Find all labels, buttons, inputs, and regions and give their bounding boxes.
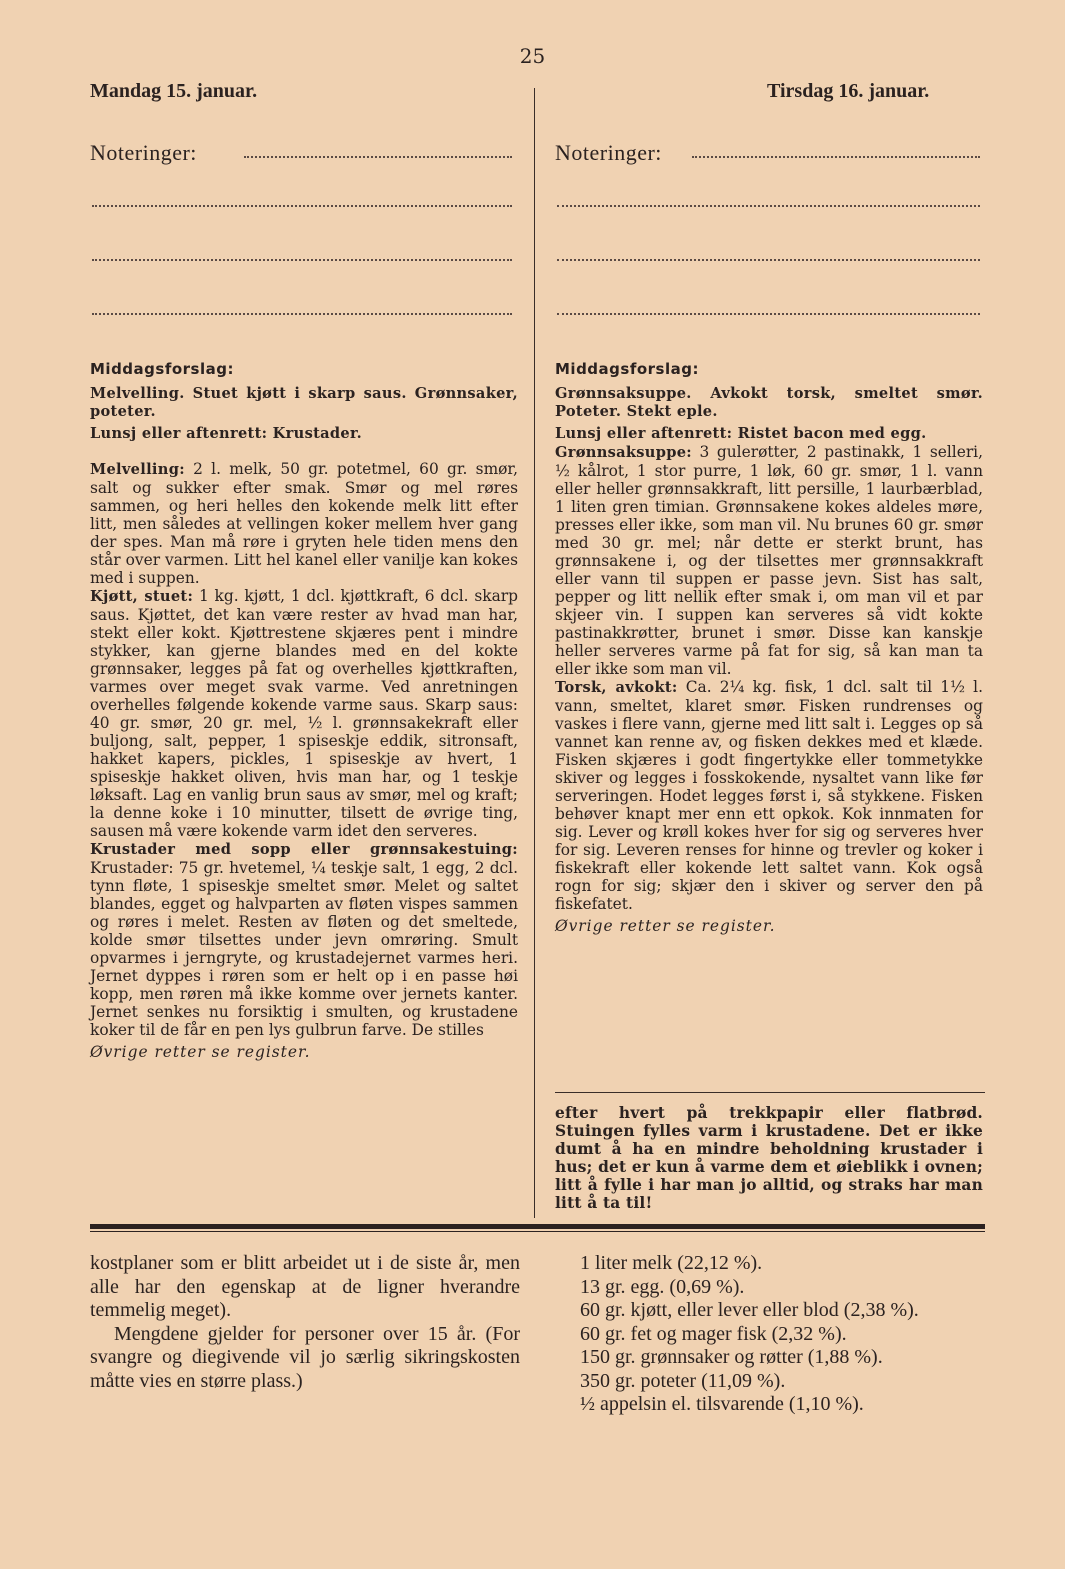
continuation-divider: [555, 1092, 985, 1093]
notes-label-left: Noteringer:: [90, 140, 197, 165]
register-note-right: Øvrige retter se register.: [555, 917, 776, 935]
lunch-suggestion: Lunsj eller aftenrett: Ristet bacon med egg.: [555, 425, 927, 442]
register-note-left: Øvrige retter se register.: [90, 1043, 311, 1061]
recipe-text: 1 kg. kjøtt, 1 dcl. kjøttkraft, 6 dcl. skarp saus. Kjøttet, det kan være rester av hvad man har, stekt eller kokt. Kjøttrestene skjæres pent i mindre stykker, kan gjerne blandes med en del kokte grønnsaker, legges på fat og overhelles kjøttkraften, varmes over meget svak varme. Ved anretningen overhelles følgende kokende varme saus. Skarp saus: 40 gr. smør, 20 gr. mel, ½ l. grønnsakekraft eller buljong, salt, pepper, 1 spiseskje eddik, sitronsaft, hakket kapers, pickles, 1 spiseskje av hvert, 1 spiseskje hakket oliven, hvis man har, og 1 teskje løksaft. Lag en vanlig brun saus av smør, mel og kraft; la denne koke i 10 minutter, tilsett de øvrige ting, sausen må være kokende varm idet den serveres.: [90, 587, 518, 840]
recipe-text: Ca. 2¼ kg. fisk, 1 dcl. salt til 1½ l. vann, smeltet, klaret smør. Fisken rundrenses og vaskes i flere vann, gjerne med litt salt i. Legges op så vannet kan renne av, og fisken dekkes med et klæde. Fisken skjæres i godt fingertykke eller tommetykke skiver og legges i fosskokende, nysaltet vann like før serveringen. Hodet legges først i, så stykkene. Fisken behøver knapt mer enn ett opkok. Kok innmaten for sig. Lever og krøll kokes hver for sig og serveres hver for sig. Leveren renses for hinne og trevler og koker i fiskekraft eller kokende lett saltet vann. Kok også rogn for sig; skjær den i skiver og server den på fiskefatet.: [555, 678, 983, 913]
left-column: [90, 385, 518, 1061]
menu-suggestion: Grønnsaksuppe. Avkokt torsk, smeltet smør. Poteter. Stekt eple.: [555, 385, 983, 420]
recipe-krustader: [90, 840, 518, 1039]
section-title-left: Middagsforslag:: [90, 360, 234, 378]
section-divider-thin: [90, 1231, 985, 1232]
day-heading-monday: Mandag 15. januar.: [90, 80, 258, 102]
recipe-kjott-stuet: [90, 587, 518, 840]
recipe-title: Torsk, avkokt:: [555, 679, 678, 696]
dotted-line: [92, 205, 512, 207]
dotted-line: [692, 156, 980, 158]
recipe-title: Grønnsaksuppe:: [555, 444, 692, 461]
list-item: 150 gr. grønnsaker og røtter (1,88 %).: [580, 1346, 883, 1368]
recipe-text: 3 gulerøtter, 2 pastinakk, 1 selleri, ½ kålrot, 1 stor purre, 1 løk, 60 gr. smør, 1 l. vann eller heller grønnsakkraft, litt persille, 1 laurbærblad, 1 liten gren timian. Grønnsakene kokes aldeles møre, presses eller ikke, som man vil. Nu brunes 60 gr. smør med 30 gr. mel; når dette er sterkt brunt, has grønnsakene i, og der tilsettes mer grønnsakkraft eller vann til suppen er passe jevn. Sist has salt, pepper og litt nellik efter smak i, om man vil et par skjeer vin. I suppen kan serveres så vidt kokte pastinakkrøtter, brunet i smør. Disse kan kanskje heller serveres varme på fat for sig, så kan man ta eller ikke som man vil.: [555, 443, 983, 678]
paragraph: Mengdene gjelder for personer over 15 år. (For svangre og diegivende vil jo særlig sikringskosten måtte vies en større plass.): [90, 1322, 520, 1392]
dotted-line: [557, 205, 980, 207]
list-item: 1 liter melk (22,12 %).: [580, 1252, 763, 1274]
list-item: 60 gr. kjøtt, eller lever eller blod (2,38 %).: [580, 1299, 919, 1321]
recipe-title: Melvelling:: [90, 461, 185, 478]
notes-label-right: Noteringer:: [555, 140, 662, 165]
recipe-text: 2 l. melk, 50 gr. potetmel, 60 gr. smør, salt og sukker efter smak. Smør og mel røres sammen, og heri helles den kokende melk litt efter litt, men således at vellingen koker mellem hver gang der spes. Man må røre i gryten hele tiden mens den står over varmen. Litt hel kanel eller vanilje kan kokes med i suppen.: [90, 460, 518, 587]
dotted-line: [92, 259, 512, 261]
right-column: [555, 385, 983, 935]
list-item: ½ appelsin el. tilsvarende (1,10 %).: [580, 1393, 864, 1415]
page-number: 25: [519, 44, 546, 68]
continuation-text: efter hvert på trekkpapir eller flatbrød. Stuingen fylles varm i krustadene. Det er ikke dumt å ha en mindre beholdning krustader i hus; det er kun å varme dem et øieblikk i ovnen; litt å fylle i har man jo alltid, og straks har man litt å ta til!: [555, 1104, 983, 1212]
paragraph: kostplaner som er blitt arbeidet ut i de siste år, men alle har den egenskap at de ligner hverandre temmelig meget).: [90, 1252, 520, 1321]
column-divider: [534, 88, 535, 1218]
recipe-torsk-avkokt: [555, 678, 983, 913]
list-item: 13 gr. egg. (0,69 %).: [580, 1275, 745, 1298]
dotted-line: [92, 313, 512, 315]
recipe-text: Krustader: 75 gr. hvetemel, ¼ teskje salt, 1 egg, 2 dcl. tynn fløte, 1 spiseskje smeltet smør. Melet og saltet blandes, egget og halvparten av fløten vispes sammen og røres i melet. Resten av fløten og det smeltede, kolde smør tilsettes under jevn omrøring. Smult opvarmes i jerngryte, og krustadejernet varmes heri. Jernet dyppes i røren som er helt op i en passe høi kopp, men røren må ikke komme over jernets kanter. Jernet senkes nu forsiktig i smulten, og krustadene koker til de får en pen lys gulbrun farve. De stilles: [90, 859, 518, 1039]
dotted-line: [244, 156, 512, 158]
section-divider-thick: [90, 1224, 985, 1229]
lunch-suggestion: Lunsj eller aftenrett: Krustader.: [90, 425, 362, 442]
menu-suggestion: Melvelling. Stuet kjøtt i skarp saus. Grønnsaker, poteter.: [90, 385, 518, 420]
ration-list: [558, 1252, 988, 1417]
list-item: 350 gr. poteter (11,09 %).: [580, 1369, 786, 1392]
dotted-line: [557, 259, 980, 261]
dotted-line: [557, 313, 980, 315]
section-title-right: Middagsforslag:: [555, 360, 699, 378]
recipe-gronnsaksuppe: [555, 443, 983, 678]
list-item: 60 gr. fet og mager fisk (2,32 %).: [580, 1322, 847, 1345]
day-heading-tuesday: Tirsdag 16. januar.: [767, 80, 930, 102]
bottom-left-text: [90, 1252, 520, 1393]
recipe-melvelling: [90, 460, 518, 587]
recipe-title: Krustader med sopp eller grønnsakestuing:: [90, 841, 518, 858]
recipe-title: Kjøtt, stuet:: [90, 588, 194, 605]
